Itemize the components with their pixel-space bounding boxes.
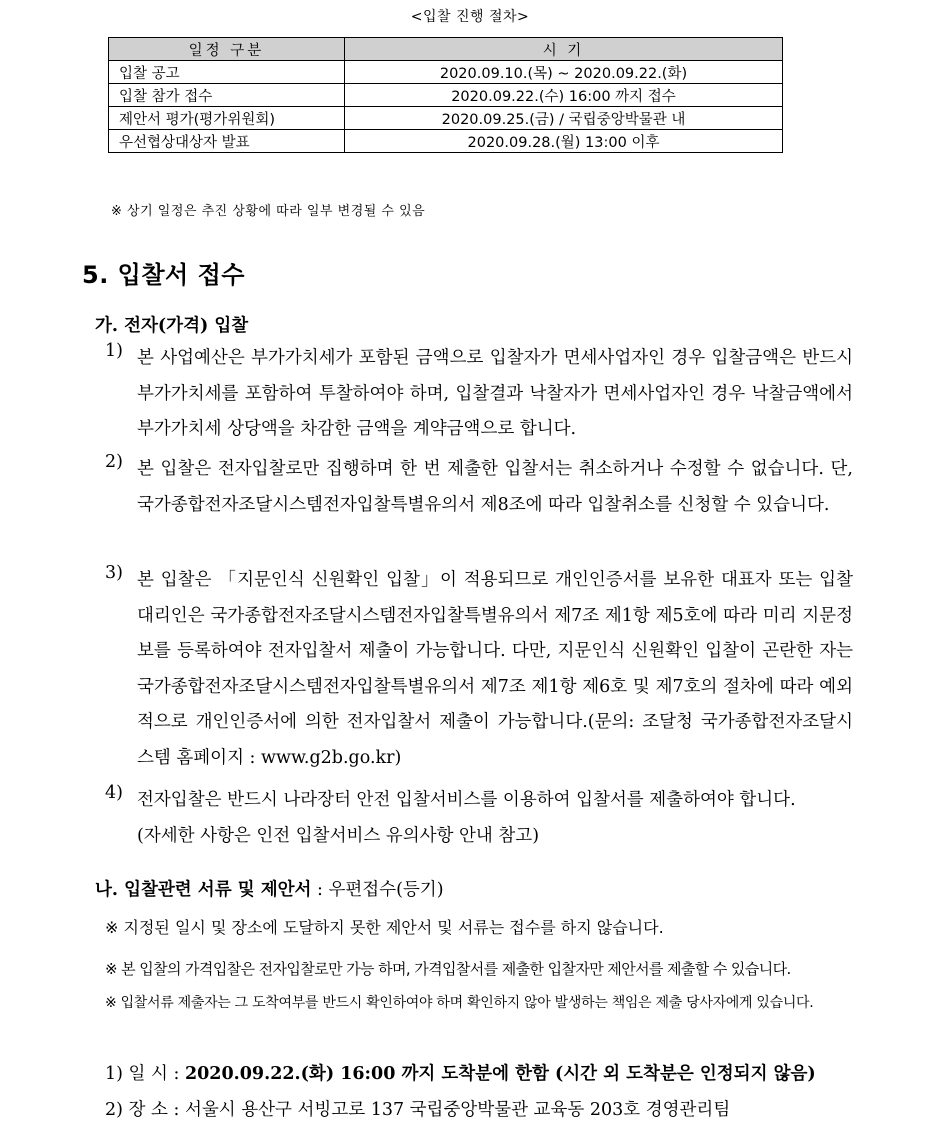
item-subtext: (자세한 사항은 인전 입찰서비스 유의사항 안내 참고) bbox=[137, 825, 540, 846]
item-number: 3) bbox=[105, 563, 123, 583]
subsection-b-suffix: : 우편접수(등기) bbox=[311, 880, 444, 900]
row-label: 제안서 평가(평가위원회) bbox=[109, 107, 345, 130]
subsection-a-title: 가. 전자(가격) 입찰 bbox=[95, 316, 249, 336]
table-row bbox=[109, 107, 783, 130]
item-number: 4) bbox=[105, 783, 123, 803]
list-item bbox=[105, 563, 853, 777]
row-label: 입찰 공고 bbox=[109, 61, 345, 84]
row-value: 2020.09.22.(수) 16:00 까지 접수 bbox=[345, 84, 783, 107]
item-label: 일 시 : bbox=[128, 1064, 185, 1084]
item-text: 본 입찰은 「지문인식 신원확인 입찰」이 적용되므로 개인인증서를 보유한 대표자 또는 입찰대리인은 국가종합전자조달시스템전자입찰특별유의서 제7조 제1항 제5호에 따라 미리 지문정보를 등록하여야 전자입찰서 제출이 가능합니다. 다만, 지문인식 신원확인 입찰이 곤란한 자는 국가종합전자조달시스템전자입찰특별유의서 제7조 제1항 제6호 및 제7호의 절차에 따라 예외적으로 개인인증서에 의한 전자입찰서 제출이 가능합니다.(문의: 조달청 국가종합전자조달시스템 홈페이지 : www.g2b.go.kr) bbox=[137, 570, 853, 768]
list-item bbox=[105, 1096, 730, 1121]
item-text: 본 입찰은 전자입찰로만 집행하며 한 번 제출한 입찰서는 취소하거나 수정할 수 없습니다. 단, 국가종합전자조달시스템전자입찰특별유의서 제8조에 따라 입찰취소를 신청할 수 있습니다. bbox=[137, 459, 853, 515]
row-label: 우선협상대상자 발표 bbox=[109, 130, 345, 153]
subsection-b-title: 나. 입찰관련 서류 및 제안서 bbox=[95, 880, 312, 900]
header-period: 시 기 bbox=[345, 38, 783, 61]
list-item bbox=[105, 452, 853, 523]
item-text: 본 사업예산은 부가가치세가 포함된 금액으로 입찰자가 면세사업자인 경우 입찰금액은 반드시 부가가치세를 포함하여 투찰하여야 하며, 입찰결과 낙찰자가 면세사업자인 경우 낙찰금액에서 부가가치세 상당액을 차감한 금액을 계약금액으로 합니다. bbox=[137, 348, 853, 440]
item-value: 서울시 용산구 서빙고로 137 국립중앙박물관 교육동 203호 경영관리팀 bbox=[184, 1100, 731, 1120]
row-value: 2020.09.28.(월) 13:00 이후 bbox=[345, 130, 783, 153]
row-value: 2020.09.10.(목) ~ 2020.09.22.(화) bbox=[345, 61, 783, 84]
item-text: 전자입찰은 반드시 나라장터 안전 입찰서비스를 이용하여 입찰서를 제출하여야 합니다. bbox=[137, 790, 796, 810]
subsection-b-heading bbox=[95, 876, 444, 901]
list-item bbox=[105, 783, 853, 854]
table-row bbox=[109, 61, 783, 84]
item-value: 2020.09.22.(화) 16:00 까지 도착분에 한함 (시간 외 도착분은 인정되지 않음) bbox=[184, 1064, 816, 1084]
item-number: 2) bbox=[105, 452, 123, 472]
item-number: 2) bbox=[105, 1100, 123, 1120]
list-item bbox=[105, 341, 853, 448]
table-row bbox=[109, 130, 783, 153]
table-header-row bbox=[109, 38, 783, 61]
notice-line: ※ 본 입찰의 가격입찰은 전자입찰로만 가능 하며, 가격입찰서를 제출한 입찰자만 제안서를 제출할 수 있습니다. bbox=[105, 960, 791, 978]
schedule-table bbox=[108, 37, 783, 153]
notice-line: ※ 입찰서류 제출자는 그 도착여부를 반드시 확인하여야 하며 확인하지 않아 발생하는 책임은 제출 당사자에게 있습니다. bbox=[105, 995, 814, 1011]
notice-line: ※ 지정된 일시 및 장소에 도달하지 못한 제안서 및 서류는 접수를 하지 않습니다. bbox=[105, 918, 664, 937]
row-label: 입찰 참가 접수 bbox=[109, 84, 345, 107]
schedule-note: ※ 상기 일정은 추진 상황에 따라 일부 변경될 수 있음 bbox=[111, 204, 426, 219]
item-number: 1) bbox=[105, 1064, 123, 1084]
item-number: 1) bbox=[105, 341, 123, 361]
row-value: 2020.09.25.(금) / 국립중앙박물관 내 bbox=[345, 107, 783, 130]
list-item bbox=[105, 1060, 816, 1085]
item-label: 장 소 : bbox=[128, 1100, 185, 1120]
header-schedule-type: 일정 구분 bbox=[109, 38, 345, 61]
table-row bbox=[109, 84, 783, 107]
schedule-caption: <입찰 진행 절차> bbox=[410, 9, 530, 25]
section-title: 5. 입찰서 접수 bbox=[82, 261, 245, 289]
